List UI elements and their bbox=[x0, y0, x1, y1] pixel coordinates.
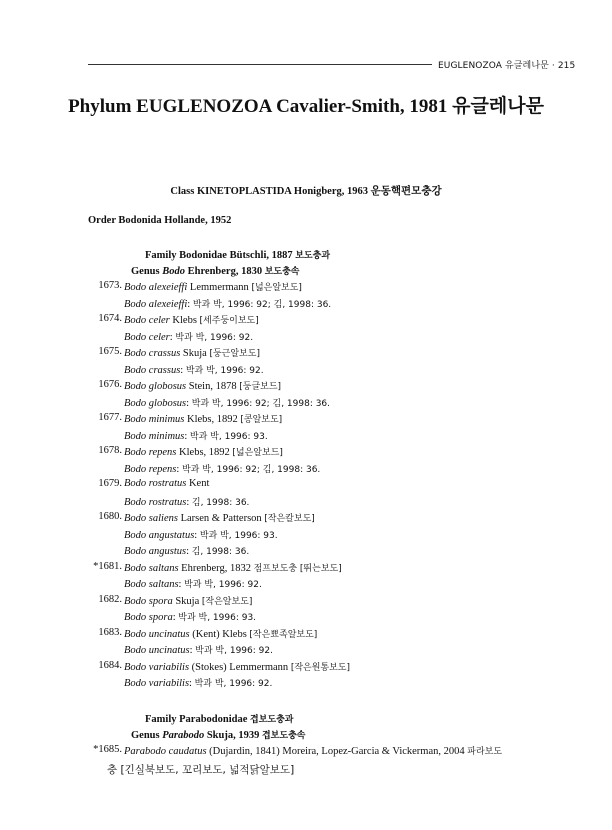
entry-number: 1684. bbox=[98, 659, 122, 671]
species-name: Bodo celer bbox=[124, 315, 170, 326]
entry-number: 1677. bbox=[98, 412, 122, 423]
class-heading: Class KINETOPLASTIDA Honigberg, 1963 운동핵편모충강 bbox=[170, 186, 442, 197]
korean-text: 박과 박, 1996: 92. bbox=[194, 679, 273, 689]
authority: : bbox=[176, 463, 182, 475]
species-name: Bodo saltans bbox=[124, 562, 179, 574]
entry-text bbox=[124, 346, 260, 359]
family-heading-parabodonidae bbox=[145, 712, 294, 725]
entry-number: 1675. bbox=[98, 346, 122, 357]
genus-label: Genus bbox=[131, 266, 163, 277]
species-entry bbox=[0, 660, 612, 676]
entry-text bbox=[124, 495, 249, 508]
entry-text bbox=[124, 643, 273, 656]
entry-text bbox=[124, 594, 252, 607]
korean-text: 박과 박, 1996: 92; 김, 1998: 36. bbox=[191, 398, 331, 409]
entry-text bbox=[124, 528, 278, 541]
authority: Skuja bbox=[180, 348, 210, 359]
authority: : bbox=[169, 331, 176, 343]
species-entry bbox=[0, 511, 612, 527]
korean-text: 파라보도 bbox=[467, 747, 503, 757]
korean-text: 박과 박, 1996: 92. bbox=[184, 580, 262, 590]
species-name: Bodo globosus bbox=[124, 381, 187, 392]
entry-text bbox=[124, 462, 320, 475]
korean-text: 박과 박, 1996: 93. bbox=[178, 613, 257, 623]
entry-text bbox=[124, 478, 209, 489]
authority: : bbox=[180, 364, 186, 376]
authority: : bbox=[184, 430, 190, 442]
genus-heading-bodo bbox=[131, 264, 300, 277]
korean-text: 김, 1998: 36. bbox=[191, 497, 250, 508]
species-reference bbox=[0, 297, 612, 313]
entry-number: 1682. bbox=[98, 593, 122, 605]
authority: : bbox=[186, 397, 192, 409]
authority: Klebs, 1892 bbox=[184, 414, 241, 425]
korean-text: 박과 박, 1996: 93. bbox=[199, 530, 278, 541]
species-name: Bodo rostratus bbox=[124, 496, 187, 508]
genus-authority: Ehrenberg, 1830 bbox=[184, 266, 265, 277]
entry-text bbox=[124, 280, 302, 293]
species-entry bbox=[0, 280, 612, 296]
authority: Larsen & Patterson bbox=[177, 513, 265, 524]
korean-text: [둥근알보도] bbox=[209, 349, 260, 359]
korean-text: [세주둥이보도] bbox=[199, 316, 259, 326]
entry-text bbox=[124, 627, 317, 640]
species-name: Bodo angustus bbox=[124, 546, 187, 557]
korean-text: [작은원통보도] bbox=[290, 662, 350, 673]
entry-number: *1681. bbox=[93, 560, 122, 572]
entry-text bbox=[124, 744, 502, 757]
authority: : bbox=[189, 645, 196, 656]
entry-number: 1683. bbox=[98, 626, 122, 638]
species-entry bbox=[0, 744, 612, 760]
authority: (Stokes) Lemmermann bbox=[189, 661, 291, 673]
species-name: Bodo uncinatus bbox=[124, 628, 190, 640]
authority: : bbox=[186, 496, 192, 508]
species-name: Bodo alexeieffi bbox=[124, 282, 188, 293]
species-reference bbox=[0, 676, 612, 692]
family-korean-name: 겹보도충과 bbox=[250, 715, 294, 725]
species-reference bbox=[0, 528, 612, 544]
species-reference bbox=[0, 577, 612, 593]
species-name: Bodo uncinatus bbox=[124, 645, 190, 656]
species-name: Bodo saliens bbox=[124, 513, 178, 524]
order-heading: Order Bodonida Hollande, 1952 bbox=[88, 215, 232, 226]
family-korean-name: 보도충과 bbox=[295, 251, 331, 261]
family-name: Family Bodonidae Bütschli, 1887 bbox=[145, 250, 296, 261]
genus-korean-name: 보도충속 bbox=[264, 267, 300, 277]
authority: Skuja bbox=[172, 595, 202, 607]
authority: : bbox=[187, 298, 193, 310]
species-name: Bodo globosus bbox=[124, 397, 187, 409]
korean-text: [작은알보도] bbox=[201, 596, 253, 607]
entry-text bbox=[124, 330, 253, 343]
entry-text bbox=[124, 511, 315, 524]
species-name: Bodo alexeieffi bbox=[124, 298, 188, 310]
entry-number: 1676. bbox=[98, 379, 122, 390]
species-name: Bodo variabilis bbox=[124, 678, 190, 689]
genus-name: Bodo bbox=[162, 266, 185, 277]
species-entry bbox=[0, 561, 612, 577]
species-reference bbox=[0, 330, 612, 346]
authority: (Kent) Klebs bbox=[189, 628, 250, 640]
entry-number: 1679. bbox=[98, 478, 122, 489]
phylum-title: Phylum EUGLENOZOA Cavalier-Smith, 1981 유글레나문 bbox=[68, 96, 544, 117]
entry-text bbox=[124, 396, 330, 409]
genus-heading-parabodo bbox=[131, 728, 305, 741]
genus-authority: Skuja, 1939 bbox=[204, 730, 262, 741]
korean-text: 김, 1998: 36. bbox=[191, 547, 250, 557]
authority: Lemmermann bbox=[187, 282, 252, 293]
running-head: EUGLENOZOA 유글레나문 · 215 bbox=[438, 61, 576, 71]
entry-text bbox=[124, 429, 268, 442]
korean-text: 박과 박, 1996: 92; 김, 1998: 36. bbox=[192, 299, 332, 310]
species-entry bbox=[0, 478, 612, 494]
species-name: Bodo saltans bbox=[124, 579, 179, 590]
species-name: Parabodo caudatus bbox=[124, 746, 207, 757]
entry-text bbox=[124, 363, 264, 376]
species-reference bbox=[0, 429, 612, 445]
species-name: Bodo celer bbox=[124, 331, 170, 343]
authority: : bbox=[194, 529, 200, 541]
entry-text bbox=[124, 561, 342, 574]
entry-continuation: 충 [긴실북보도, 꼬리보도, 넓적닭알보도] bbox=[107, 764, 295, 776]
entry-number: 1673. bbox=[98, 280, 122, 291]
korean-text: 박과 박, 1996: 93. bbox=[189, 431, 268, 442]
entry-text bbox=[124, 445, 283, 458]
species-entry bbox=[0, 379, 612, 395]
species-name: Bodo angustatus bbox=[124, 529, 195, 541]
species-name: Bodo spora bbox=[124, 595, 173, 607]
entry-number: 1680. bbox=[98, 511, 122, 522]
entry-text bbox=[124, 676, 272, 689]
entry-text bbox=[124, 544, 249, 557]
species-reference bbox=[0, 610, 612, 626]
korean-text: 박과 박, 1996: 92. bbox=[185, 365, 264, 376]
species-entry bbox=[0, 412, 612, 428]
authority: Klebs, 1892 bbox=[176, 447, 233, 458]
korean-text: [둥글보드] bbox=[239, 382, 282, 392]
species-name: Bodo repens bbox=[124, 447, 177, 458]
species-name: Bodo crassus bbox=[124, 348, 181, 359]
entry-number: 1678. bbox=[98, 445, 122, 456]
entry-text bbox=[124, 379, 281, 392]
species-reference bbox=[0, 462, 612, 478]
species-name: Bodo crassus bbox=[124, 364, 181, 376]
korean-text: [넓은알보드] bbox=[232, 448, 283, 458]
authority: Kent bbox=[186, 478, 210, 489]
korean-text: 박과 박, 1996: 92. bbox=[175, 332, 254, 343]
authority: Stein, 1878 bbox=[186, 381, 240, 392]
species-name: Bodo rostratus bbox=[124, 478, 187, 489]
entry-text bbox=[124, 313, 259, 326]
species-name: Bodo minimus bbox=[124, 430, 185, 442]
species-reference bbox=[0, 544, 612, 560]
genus-korean-name: 겹보도충속 bbox=[261, 731, 306, 741]
species-reference bbox=[0, 396, 612, 412]
entry-text bbox=[124, 412, 282, 425]
korean-text: [콩알보도] bbox=[240, 415, 283, 425]
species-entry bbox=[0, 445, 612, 461]
authority: (Dujardin, 1841) Moreira, Lopez-Garcia & Vickerman, 2004 bbox=[206, 746, 468, 757]
species-entry bbox=[0, 594, 612, 610]
species-name: Bodo minimus bbox=[124, 414, 185, 425]
authority: Klebs bbox=[169, 315, 200, 326]
species-entry bbox=[0, 627, 612, 643]
korean-text: [작은칼보도] bbox=[264, 514, 315, 524]
authority: : bbox=[172, 612, 179, 623]
korean-text: [넓은알보도] bbox=[251, 283, 302, 293]
entry-text bbox=[124, 297, 331, 310]
authority: : bbox=[178, 579, 185, 590]
korean-text: [작은뾰족알보도] bbox=[249, 629, 318, 640]
species-entry bbox=[0, 346, 612, 362]
family-heading-bodonidae bbox=[145, 248, 330, 261]
entry-number: *1685. bbox=[93, 744, 122, 755]
genus-label: Genus bbox=[131, 730, 163, 741]
korean-text: 박과 박, 1996: 92; 김, 1998: 36. bbox=[181, 464, 321, 475]
species-name: Bodo spora bbox=[124, 612, 173, 623]
family-name: Family Parabodonidae bbox=[145, 714, 251, 725]
species-name: Bodo repens bbox=[124, 463, 177, 475]
genus-name: Parabodo bbox=[162, 730, 205, 741]
entry-text bbox=[124, 610, 256, 623]
authority: Ehrenberg, 1832 bbox=[178, 562, 254, 574]
header-rule bbox=[88, 64, 432, 65]
korean-text: 점프보도충 [뛰는보도] bbox=[253, 563, 342, 574]
entry-number: 1674. bbox=[98, 313, 122, 324]
species-entry bbox=[0, 313, 612, 329]
species-name: Bodo variabilis bbox=[124, 661, 190, 673]
species-reference bbox=[0, 495, 612, 511]
species-reference bbox=[0, 363, 612, 379]
authority: : bbox=[186, 546, 192, 557]
authority: : bbox=[189, 678, 195, 689]
entry-text bbox=[124, 577, 262, 590]
entry-text bbox=[124, 660, 350, 673]
species-reference bbox=[0, 643, 612, 659]
korean-text: 박과 박, 1996: 92. bbox=[195, 646, 273, 656]
